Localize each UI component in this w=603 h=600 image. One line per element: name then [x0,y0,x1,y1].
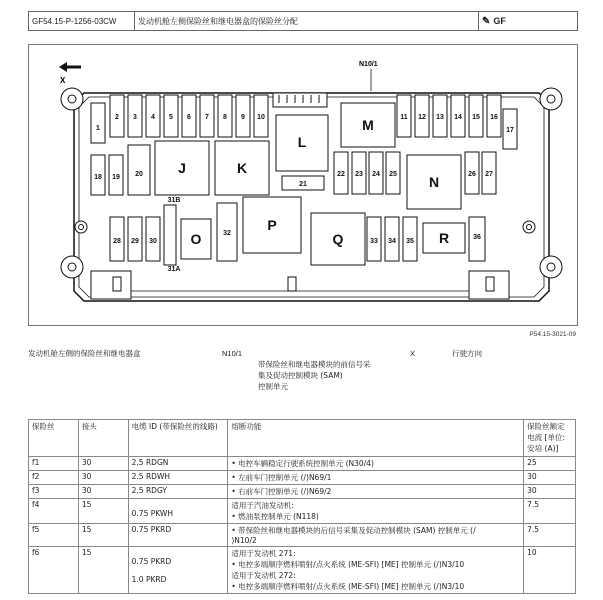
module-label: N10/1 [359,61,378,68]
cell-fuse: f4 [29,499,79,524]
fuse-label: 36 [473,234,481,241]
brand-logo: ✎ GF [482,15,506,27]
col-cable: 电缆 ID (带保险丝的线路) [128,420,228,457]
fuse-label: 4 [151,114,155,121]
cell-function: • 左前车门控制单元 (/)N69/1 [228,471,524,485]
cell-function: • 电控车辆稳定行驶系统控制单元 (N30/4) [228,457,524,471]
cell-terminal: 15 [78,499,128,524]
cell-terminal: 30 [78,471,128,485]
document-header [28,11,578,31]
fuse-label: 13 [436,114,444,121]
fuse-label: 26 [468,171,476,178]
fuse-label: 23 [355,171,363,178]
cell-cable: 2.5 RDWH [128,471,228,485]
fuse-label: 33 [370,238,378,245]
legend-x-desc: 行驶方向 [452,349,482,358]
fuse-label: 27 [485,171,493,178]
col-terminal: 接头 [78,420,128,457]
relay-label: L [297,134,307,150]
table-row [29,524,576,547]
fuse-label: 5 [169,114,173,121]
fuse-label: 12 [418,114,426,121]
document-title: 发动机舱左侧保险丝和继电器盒的保险丝分配 [135,12,479,30]
fuse-label: 18 [94,174,102,181]
figure-reference: P54.15-3021-09 [529,331,576,338]
fuse-label: 22 [337,171,345,178]
cell-rating: 7.5 [524,524,576,547]
fuse-label: 29 [131,238,139,245]
fuse-label: 34 [388,238,396,245]
legend-x-code: X [410,349,416,358]
cell-fuse: f3 [29,485,79,499]
fuse-label: 24 [372,171,380,178]
document-code: GF54.15-P-1256-03CW [29,12,135,30]
cell-terminal: 30 [78,485,128,499]
cell-rating: 30 [524,485,576,499]
col-fuse: 保险丝 [29,420,79,457]
fuse-label: 31A [167,266,181,273]
fuse-label: 8 [223,114,227,121]
relay-label: R [438,230,450,246]
cell-cable: 2.5 RDGY [128,485,228,499]
col-function: 熔断功能 [228,420,524,457]
table-row [29,457,576,471]
fuse-label: 35 [406,238,414,245]
cell-function: 适用于发动机 271: • 电控多端顺序燃料喷射/点火系统 (ME-SFI) [ME] 控制单元 (/)N3/10 适用于发动机 272: • 电控多端顺序燃料喷射/点火系统 (ME-SFI) [ME] 控制单元 (/)N3/10 [228,547,524,594]
table-row [29,485,576,499]
fuse-label: 2 [115,114,119,121]
table-row [29,471,576,485]
fuse-label: 30 [149,238,157,245]
fuse-label: 28 [113,238,121,245]
cell-cable: 0.75 PKWH [128,499,228,524]
relay-label: O [190,231,202,247]
cell-cable: 2.5 RDGN [128,457,228,471]
table-header-row [29,420,576,457]
fuse-label: 1 [96,125,100,132]
fuse-label: 15 [472,114,480,121]
legend-n10-desc: 带保险丝和继电器模块的前信号采 集及促动控制模块 (SAM) 控制单元 [258,360,371,391]
fuse-label: 3 [133,114,137,121]
cell-cable: 0.75 PKRD [128,524,228,547]
fuse-label: 20 [135,171,143,178]
cell-function: 适用于汽油发动机: • 燃油泵控制单元 (N118) [228,499,524,524]
cell-fuse: f2 [29,471,79,485]
cell-terminal: 30 [78,457,128,471]
legend-box-label: 发动机舱左侧的保险丝和继电器盒 [28,349,141,358]
relay-label: P [267,217,277,233]
fuse-label: 14 [454,114,462,121]
direction-label: X [60,76,66,85]
fuse-label: 25 [389,171,397,178]
fuse-table [28,419,576,594]
cell-rating: 10 [524,547,576,594]
fuse-label: 21 [299,181,307,188]
fuse-label: 9 [241,114,245,121]
cell-rating: 25 [524,457,576,471]
relay-label: Q [332,231,344,247]
fuse-label: 17 [506,127,514,134]
relay-label: N [428,174,440,190]
cell-fuse: f6 [29,547,79,594]
fuse-label: 32 [223,230,231,237]
relay-label: K [236,160,248,176]
cell-fuse: f1 [29,457,79,471]
fuse-label: 19 [112,174,120,181]
fuse-label: 6 [187,114,191,121]
fuse-label: 16 [490,114,498,121]
cell-rating: 7.5 [524,499,576,524]
cell-fuse: f5 [29,524,79,547]
cell-function: • 带保险丝和继电器模块的后信号采集及促动控制模块 (SAM) 控制单元 (/ )N10/2 [228,524,524,547]
legend-n10-code: N10/1 [222,349,243,358]
cell-terminal: 15 [78,524,128,547]
table-row [29,499,576,524]
cell-terminal: 15 [78,547,128,594]
fuse-label: 11 [400,114,408,121]
wrench-icon: ✎ [482,15,491,27]
cell-cable: 0.75 PKRD 1.0 PKRD [128,547,228,594]
col-rating: 保险丝额定电流 [单位: 安培 (A)] [524,420,576,457]
table-row [29,547,576,594]
fuse-box-diagram [28,44,578,326]
fuse-label: 10 [257,114,265,121]
cell-rating: 30 [524,471,576,485]
relay-label: J [178,160,186,176]
fuse-label: 31B [167,197,181,204]
fuse-label: 7 [205,114,209,121]
relay-label: M [362,117,374,133]
cell-function: • 右前车门控制单元 (/)N69/2 [228,485,524,499]
